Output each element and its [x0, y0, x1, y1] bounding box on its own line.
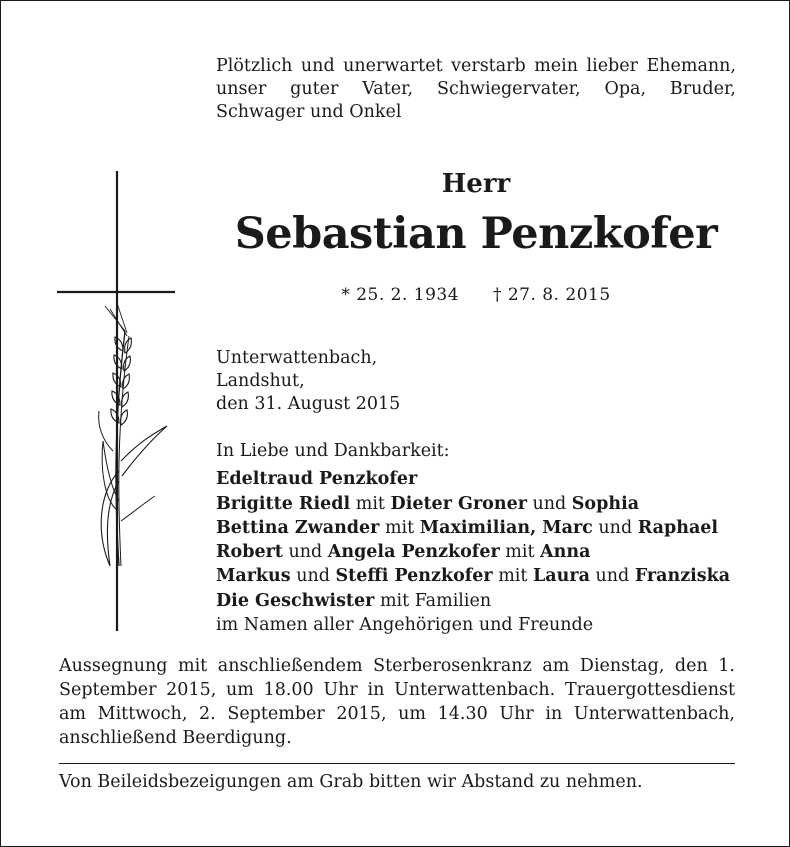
date-line: den 31. August 2015 [216, 394, 401, 414]
mourner-connector: und [589, 566, 635, 587]
mourner-connector: und [290, 566, 336, 587]
honorific: Herr [441, 169, 511, 199]
deceased-name: Sebastian Penzkofer [234, 209, 718, 259]
funeral-details: Aussegnung mit anschließendem Sterberosenkranz am Dienstag, den 1. September 2015, um 18.00 Uhr in Unterwattenbach. Trauergottesdienst am Mittwoch, 2. September 2015, um 14.30 Uhr in Unterwattenbach, anschließend Beerdigung. [59, 656, 735, 748]
mourner-name: Robert [216, 542, 283, 563]
mourner-name: Raphael [637, 517, 719, 538]
mourner-name: Steffi Penzkofer [335, 566, 493, 587]
thanks-line: In Liebe und Dankbarkeit: [216, 441, 450, 461]
mourner-name: Angela Penzkofer [327, 542, 500, 563]
mourner-connector: und [526, 493, 572, 514]
mourner-row [216, 589, 746, 613]
mourner-connector: mit [492, 566, 533, 587]
mourner-name: Bettina Zwander [216, 517, 380, 538]
mourner-name: Dieter Groner [390, 493, 527, 514]
mourner-row [216, 540, 746, 564]
mourner-name: Sophia [571, 493, 640, 514]
mourner-name: Edeltraud Penzkofer [216, 469, 418, 490]
mourner-row [216, 467, 746, 491]
mourner-name: Laura [533, 566, 590, 587]
mourner-name: Markus [216, 566, 291, 587]
divider [59, 763, 735, 764]
intro-text: Plötzlich und unerwartet verstarb mein lieber Ehemann, unser guter Vater, Schwiegervater, Opa, Bruder, Schwager und Onkel [216, 56, 736, 122]
mourner-name: Anna [540, 542, 591, 563]
mourner-row [216, 492, 746, 516]
place-and-date [216, 347, 636, 416]
mourner-name: Die Geschwister [216, 590, 375, 611]
place-line: Landshut, [216, 371, 305, 391]
mourner-connector: und [282, 542, 328, 563]
mourner-row [216, 564, 746, 588]
mourners-block [216, 439, 746, 637]
life-dates [216, 285, 736, 305]
condolence-request: Von Beileidsbezeigungen am Grab bitten wir Abstand zu nehmen. [59, 772, 643, 792]
death-date: † 27. 8. 2015 [492, 285, 611, 305]
mourner-connector: im Namen aller Angehörigen und Freunde [216, 615, 594, 636]
mourner-connector: und [592, 517, 638, 538]
mourner-connector: mit [379, 517, 420, 538]
birth-date: * 25. 2. 1934 [341, 285, 460, 305]
mourner-name: Maximilian, Marc [419, 517, 593, 538]
mourner-list [216, 467, 746, 637]
mourner-row [216, 516, 746, 540]
mourner-row [216, 613, 746, 637]
place-line: Unterwattenbach, [216, 348, 378, 368]
cross-with-wheat-icon [55, 171, 180, 633]
mourner-connector: mit [499, 542, 541, 563]
mourner-name: Franziska [634, 566, 731, 587]
mourner-connector: mit [350, 493, 391, 514]
mourner-name: Brigitte Riedl [216, 493, 351, 514]
mourner-connector: mit Familien [374, 590, 492, 611]
